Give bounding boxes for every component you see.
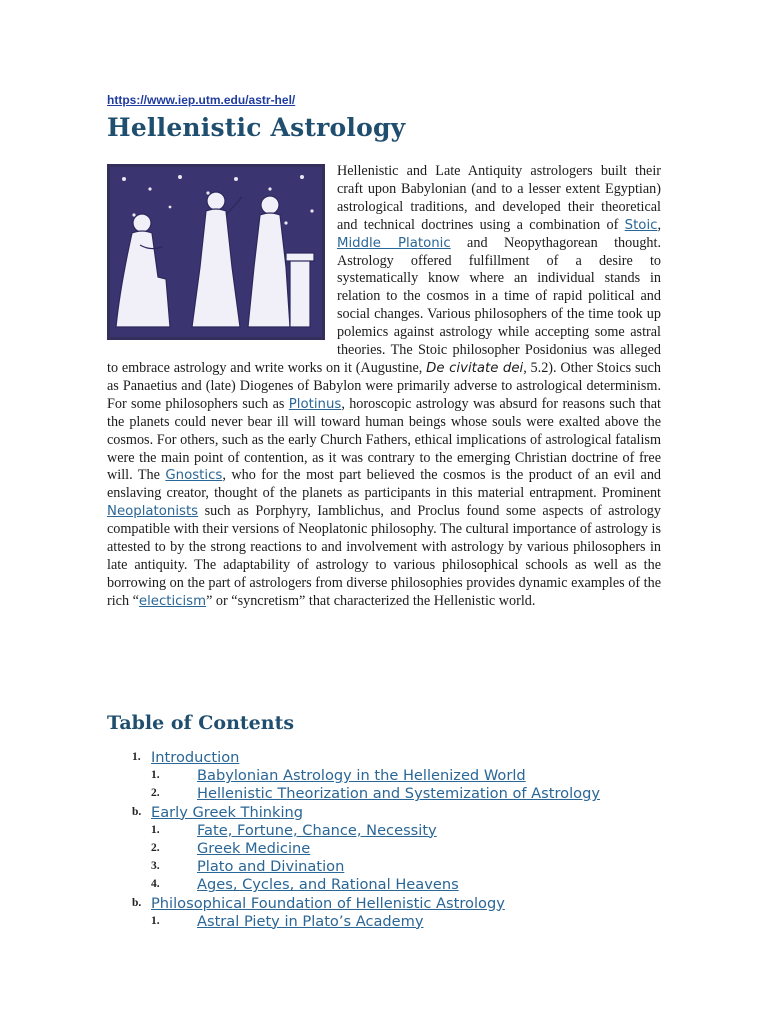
toc-item [107,895,707,913]
intro-text-6: such as Porphyry, Iamblichus, and Proclus found some aspects of astrology compatible with their versions of Neoplatonic philosophy. The cultural importance of astrology is attested to by the strong reactions to and involvement with astrology by various philosophers in late antiquity. The adaptability of astrology to various philosophical schools as well as the borrowing on the part of astrologers from diverse philosophies provides dynamic examples of the rich “ [107,503,661,609]
page-title: Hellenistic Astrology [107,113,406,142]
toc-link-hellenistic-theorization[interactable]: Hellenistic Theorization and Systemization of Astrology [197,785,600,803]
toc-item-number: b. [132,896,142,909]
toc-link-fate-fortune[interactable]: Fate, Fortune, Chance, Necessity [197,821,437,839]
muses-engraving-icon [107,164,325,340]
table-of-contents [107,749,707,931]
toc-item [107,822,707,840]
intro-text-3: , 5.2). Other Stoics such as Panaetius and (late) Diogenes of Babylon were primarily adverse to astrological determinism. For some philosophers such as [107,359,661,412]
toc-link-greek-medicine[interactable]: Greek Medicine [197,839,311,857]
toc-link-plato-divination[interactable]: Plato and Divination [197,858,345,876]
toc-heading: Table of Contents [107,712,295,734]
toc-item-number: 1. [151,769,160,782]
link-neoplatonists[interactable]: Neoplatonists [107,504,199,520]
toc-item-number: 3. [151,860,160,873]
toc-item-number: 1. [151,823,160,836]
link-middle-platonic[interactable]: Middle Platonic [337,235,451,251]
intro-separator: , [657,216,661,233]
toc-link-ages-cycles[interactable]: Ages, Cycles, and Rational Heavens [197,876,459,894]
toc-link-philosophical-foundation[interactable]: Philosophical Foundation of Hellenistic Astrology [151,894,505,912]
toc-link-early-greek-thinking[interactable]: Early Greek Thinking [151,803,304,821]
work-title-de-civitate-dei: De civitate dei [426,360,524,376]
toc-item-number: b. [132,805,142,818]
toc-item [107,858,707,876]
intro-article [107,163,661,611]
intro-text-2: and Neopythagorean thought. Astrology offered fulfillment of a desire to systematically know where an individual stands in relation to the cosmos in a time of rapid political and social changes. Various philosophers of the time took up polemics against astrology while accepting some astral theories. The Stoic philosopher Posidonius was alleged to embrace astrology and write works on it (Augustine, [107,234,662,376]
toc-item-number: 1. [151,914,160,927]
intro-text-4: , horoscopic astrology was absurd for reasons such that the planets could never bear ill will toward human beings whose souls were exalted above the cosmos. For others, such as the early Church Fathers, ethical implications of astrological fatalism were the main point of contention, as it was contrary to the emerging Christian doctrine of free will. The [107,395,661,484]
source-url-link[interactable]: https://www.iep.utm.edu/astr-hel/ [107,93,296,107]
toc-item [107,749,707,767]
toc-item [107,876,707,894]
toc-item [107,804,707,822]
link-stoic[interactable]: Stoic [624,217,658,233]
link-electicism[interactable]: electicism [138,593,207,609]
intro-text-5: , who for the most part believed the cosmos is the product of an evil and enslaving creator, thought of the planets as participants in this material entrapment. Prominent [107,467,662,502]
toc-link-astral-piety[interactable]: Astral Piety in Plato’s Academy [197,912,424,930]
toc-item [107,840,707,858]
intro-text-1: Hellenistic and Late Antiquity astrologers built their craft upon Babylonian (and to a lesser extent Egyptian) astrological traditions, and developed their theoretical and technical doctrines using a combination of [337,163,661,233]
engraving-svg [110,167,322,337]
toc-item [107,913,707,931]
toc-item-number: 4. [151,878,160,891]
toc-item-number: 2. [151,841,160,854]
toc-item-number: 1. [132,751,141,763]
toc-link-introduction[interactable]: Introduction [151,749,240,766]
intro-text-7: ” or “syncretism” that characterized the Hellenistic world. [206,592,536,609]
toc-item [107,785,707,803]
toc-item-number: 2. [151,787,160,800]
toc-link-babylonian-astrology[interactable]: Babylonian Astrology in the Hellenized World [197,767,526,785]
link-gnostics[interactable]: Gnostics [165,468,223,484]
link-plotinus[interactable]: Plotinus [288,396,342,412]
toc-item [107,767,707,785]
